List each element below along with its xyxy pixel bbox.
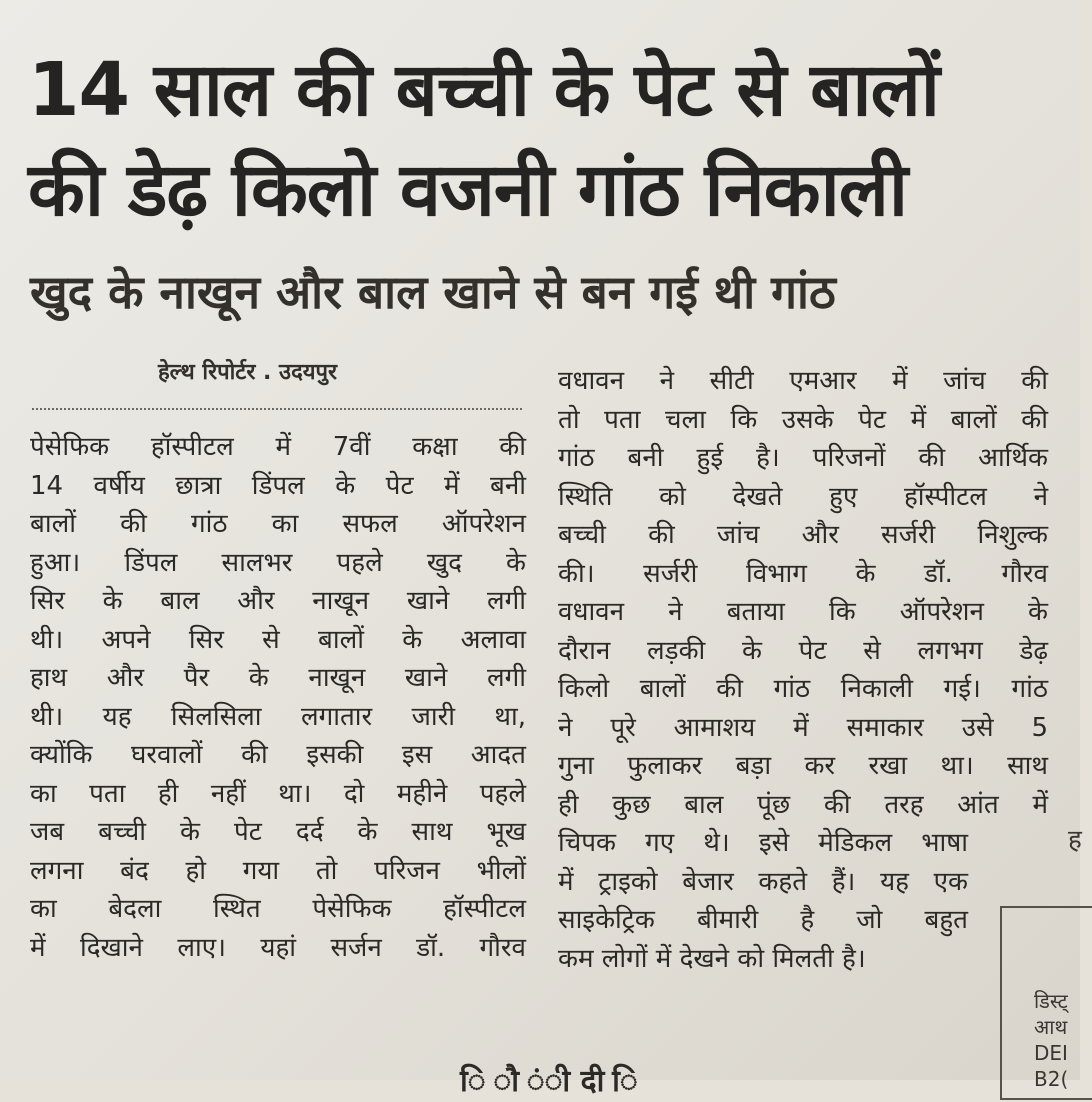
- text-line: जब बच्ची के पेट दर्द के साथ भूख: [30, 817, 526, 847]
- text-line: गांठ बनी हुई है। परिजनों की आर्थिक: [558, 443, 1048, 473]
- text-line: में ट्राइको बेजार कहते हैं। यह एक: [558, 866, 968, 897]
- edge-fragment-bottom: ि ौ ंी दी ि: [460, 1064, 638, 1099]
- text-line: क्योंकि घरवालों की इसकी इस आदत: [30, 740, 526, 770]
- text-line: थी। अपने सिर से बालों के अलावा: [30, 624, 526, 655]
- text-line: का पता ही नहीं था। दो महीने पहले: [30, 778, 526, 809]
- text-line: लगना बंद हो गया तो परिजन भीलों: [30, 855, 526, 886]
- text-line: वधावन ने सीटी एमआर में जांच की: [558, 366, 1048, 396]
- text-line: किलो बालों की गांठ निकाली गई। गांठ: [558, 674, 1048, 704]
- text-line: की। सर्जरी विभाग के डॉ. गौरव: [558, 558, 1048, 589]
- article-column-2: [558, 362, 1048, 978]
- headline: [28, 40, 1068, 240]
- text-line: ही कुछ बाल पूंछ की तरह आंत में: [558, 789, 1048, 820]
- text-line: पेसेफिक हॉस्पीटल में 7वीं कक्षा की: [30, 432, 526, 462]
- text-line: थी। यह सिलसिला लगातार जारी था,: [30, 701, 526, 732]
- text-line: कम लोगों में देखने को मिलती है।: [558, 943, 866, 974]
- adjacent-text-line: आथ: [1034, 1015, 1068, 1039]
- text-line: स्थिति को देखते हुए हॉस्पीटल ने: [558, 481, 1048, 512]
- byline: हेल्थ रिपोर्टर . उदयपुर: [158, 360, 338, 385]
- text-line: में दिखाने लाए। यहां सर्जन डॉ. गौरव: [30, 932, 526, 963]
- edge-fragment-side: ह: [1068, 825, 1082, 855]
- text-line: गुना फुलाकर बड़ा कर रखा था। साथ: [558, 751, 1048, 781]
- adjacent-text-line: डिस्ट्: [1034, 989, 1068, 1013]
- text-line: तो पता चला कि उसके पेट में बालों की: [558, 404, 1048, 435]
- text-line: वधावन ने बताया कि ऑपरेशन के: [558, 597, 1048, 627]
- text-line: सिर के बाल और नाखून खाने लगी: [30, 586, 526, 616]
- text-line: हाथ और पैर के नाखून खाने लगी: [30, 663, 526, 693]
- adjacent-text-line: DEI: [1034, 1041, 1068, 1065]
- article-column-1: [30, 428, 526, 967]
- adjacent-text-line: B2(: [1034, 1067, 1069, 1091]
- text-line: साइकेट्रिक बीमारी है जो बहुत: [558, 905, 968, 935]
- adjacent-article-text: [1034, 988, 1084, 1092]
- headline-line-2: की डेढ़ किलो वजनी गांठ निकाली: [28, 147, 908, 233]
- text-line: 14 वर्षीय छात्रा डिंपल के पेट में बनी: [30, 470, 527, 501]
- subheadline: खुद के नाखून और बाल खाने से बन गई थी गांठ: [30, 265, 836, 319]
- text-line: बच्ची की जांच और सर्जरी निशुल्क: [558, 520, 1048, 550]
- text-line: का बेदला स्थित पेसेफिक हॉस्पीटल: [30, 894, 526, 924]
- byline-divider: [32, 408, 522, 410]
- text-line: ने पूरे आमाशय में समाकार उसे 5: [558, 712, 1048, 743]
- text-line: हुआ। डिंपल सालभर पहले खुद के: [30, 547, 526, 578]
- text-line: चिपक गए थे। इसे मेडिकल भाषा: [558, 828, 968, 858]
- text-line: दौरान लड़की के पेट से लगभग डेढ़: [558, 635, 1048, 666]
- text-line: बालों की गांठ का सफल ऑपरेशन: [30, 509, 526, 539]
- headline-line-1: 14 साल की बच्ची के पेट से बालों: [28, 47, 939, 133]
